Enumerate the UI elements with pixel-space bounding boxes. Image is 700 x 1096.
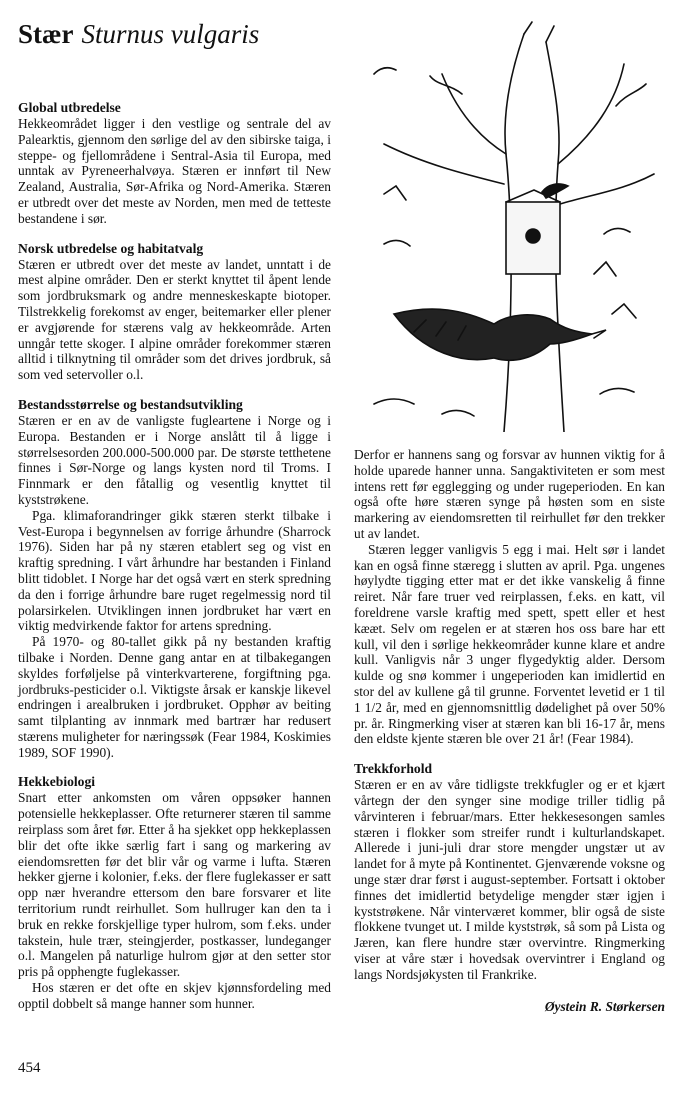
section-heading: Bestandsstørrelse og bestandsutvikling <box>18 396 243 412</box>
section-heading: Trekkforhold <box>354 761 433 777</box>
author-name: Øystein R. Størkersen <box>544 998 665 1014</box>
section-population <box>18 397 331 761</box>
section-breeding-biology-continued <box>354 447 665 747</box>
section-paragraph: Stæren er en av våre tidligste trekkfugler og er et kjært vårtegn der den synger sine modige triller tidlig på vårvinteren i februar/mars. Etter hekkesesongen samles stæren i flokker som streifer rundt i kulturlandskapet. Allerede i juni-juli drar store mengder ungstær ut av landet for å myte på Kontinentet. Gjenværende voksne og unge stær drar først i august-september. Fortsatt i oktober finnes det imidlertid betydelige mengder stær igjen i kyststrøkene. Når vinterværet kommer, blir også de siste flokkene tvunget ut. I milde kyststrøk, så som på Lista og Jæren, kan flere hundre stær overvintre. Ringmerking viser at våre stær i hovedsak overvintrer i England og langs Nordsjøkysten til Frankrike. <box>354 777 665 982</box>
species-latin-name: Sturnus vulgaris <box>81 19 260 49</box>
section-paragraph: Derfor er hannens sang og forsvar av hunnen viktig for å holde uparede hanner unna. Sangaktiviteten er som mest intens rett før egglegging og under rugeperioden. En kan også ofte høre stæren synge på høsten som en siste markering av eiendomsretten til reirhullet før den trekker ut av landet. <box>354 447 665 541</box>
section-global-distribution <box>18 100 331 227</box>
section-paragraph: Stæren legger vanligvis 5 egg i mai. Helt sør i landet kan en også finne stæregg i slutten av april. Pga. ungenes høylydte tigging etter mat er det ikke vanskelig å finne reiret. Når fare truer ved reirplassen, f.eks. en katt, vil foreldrene varsle kraftig med spett, spett eller et hest kææt. Selv om regelen er at stæren hos oss bare har ett kull, vil den i sørlige hekkeområder kunne klare et andre kull. Vanligvis når 3 unger flygedyktig alder. Dersom kulde og snø kommer i ungeperioden kan imidlertid en stor del av kullene gå til grunne. Forventet levetid er 1 til 1 1/2 år, med en gjennomsnittlig dødelighet på over 50% pr. år. Ringmerking viser at stæren kan bli 16-17 år, mens den eldste kjente stæren ble over 21 år! (Fear 1984). <box>354 541 665 747</box>
right-column <box>354 447 665 1014</box>
section-paragraph: Stæren er en av de vanligste fugleartene i Norge og i Europa. Bestanden er i Norge anslått til å ligge i størrelsesorden 200.000-500.000 par. De største tetthetene finnes i Sør-Norge og langs kysten nord til Troms. I Finnmark er den fåtallig og vesentlig knyttet til kyststrøkene. <box>18 412 331 507</box>
species-title <box>18 18 259 50</box>
section-paragraph: Snart etter ankomsten om våren oppsøker hannen potensielle hekkeplasser. Ofte returnerer stæren til samme reirplass som året før. Etter å ha sjekket opp hekkeplassen blir det ofte ikke særlig fart i sang og markering av eiendomsretten før det blir vår og varme i lufta. Stæren hekker gjerne i kolonier, f.eks. der flere fuglekasser er satt opp nær hverandre ettersom den bare forsvarer et lite territorium rundt reirhullet. Som hullruger kan den ta i bruk en rekke forskjellige typer hulrom, som f.eks. under takstein, hule trær, steingjerder, postkasser, lundeganger o.l. Mangelen på naturlige hulrom gjør at den setter stor pris på opphengte fuglekasser. <box>18 790 331 980</box>
section-heading: Global utbredelse <box>18 100 121 115</box>
section-migration <box>354 761 665 982</box>
section-paragraph: Stæren er utbredt over det meste av landet, unntatt i de mest alpine områder. Den er sterkt knyttet til åpent lende som jordbruksmark og andre menneskeskapte biotoper. Tilstrekkelig forekomst av enger, beitemarker eller plener er avgjørende for stærens valg av hekkeområde. Arten unngår tette skoger. I alpine områder forekommer stæren alltid i tilknytning til områder som det drives jordbruk, så som ved setervoller o.l. <box>18 256 331 383</box>
species-common-name: Stær <box>18 19 74 49</box>
section-paragraph: Hos stæren er det ofte en skjev kjønnsfordeling med opptil dobbelt så mange hanner som hunner. <box>18 980 331 1011</box>
page-number: 454 <box>18 1060 41 1076</box>
section-norwegian-distribution <box>18 241 331 383</box>
section-paragraph: Hekkeområdet ligger i den vestlige og sentrale del av Palearktis, gjennom den sørlige del av den sibirske taiga, i steppe- og fjellområdene i Sentral-Asia til Europa, med unntak av Pyreneerhalvøya. Stæren er innført til New Zealand, Australia, Sør-Afrika og Nord-Amerika. Stæren er utbredt over det meste av Norden, men med de tetteste bestandene i sør. <box>18 116 331 226</box>
section-heading: Hekkebiologi <box>18 774 96 790</box>
section-breeding-biology <box>18 774 331 1011</box>
section-paragraph: Pga. klimaforandringer gikk stæren sterkt tilbake i Vest-Europa i begynnelsen av forrige århundre (Sharrock 1976). Siden har på ny stæren etablert seg og vist en kraftig spredning. I vårt århundre har bestanden i Finland blitt tidoblet. I Norge har det også vært en sterk spredning da den i forrige århundre bare ruget regelmessig nord til polarsirkelen. Utviklingen innen jordbruket har vært en viktig medvirkende faktor for artens spredning. <box>18 507 331 634</box>
section-paragraph: På 1970- og 80-tallet gikk på ny bestanden kraftig tilbake i Norden. Denne gang antar en at tilbakegangen skyldes forføljelse på vinterkvarterene, forgiftning pga. jordbruks-pesticider o.l. Viktigste årsak er kanskje likevel endringen i arealbruken i jordbruket. Opphør av beiting samt tilplanting av innmark med bartrær har redusert stærens muligheter for næringssøk (Fear 1984, Koskimies 1989, SOF 1990). <box>18 634 331 760</box>
left-column <box>18 100 331 1026</box>
starling-illustration <box>354 14 666 432</box>
section-heading: Norsk utbredelse og habitatvalg <box>18 240 204 256</box>
